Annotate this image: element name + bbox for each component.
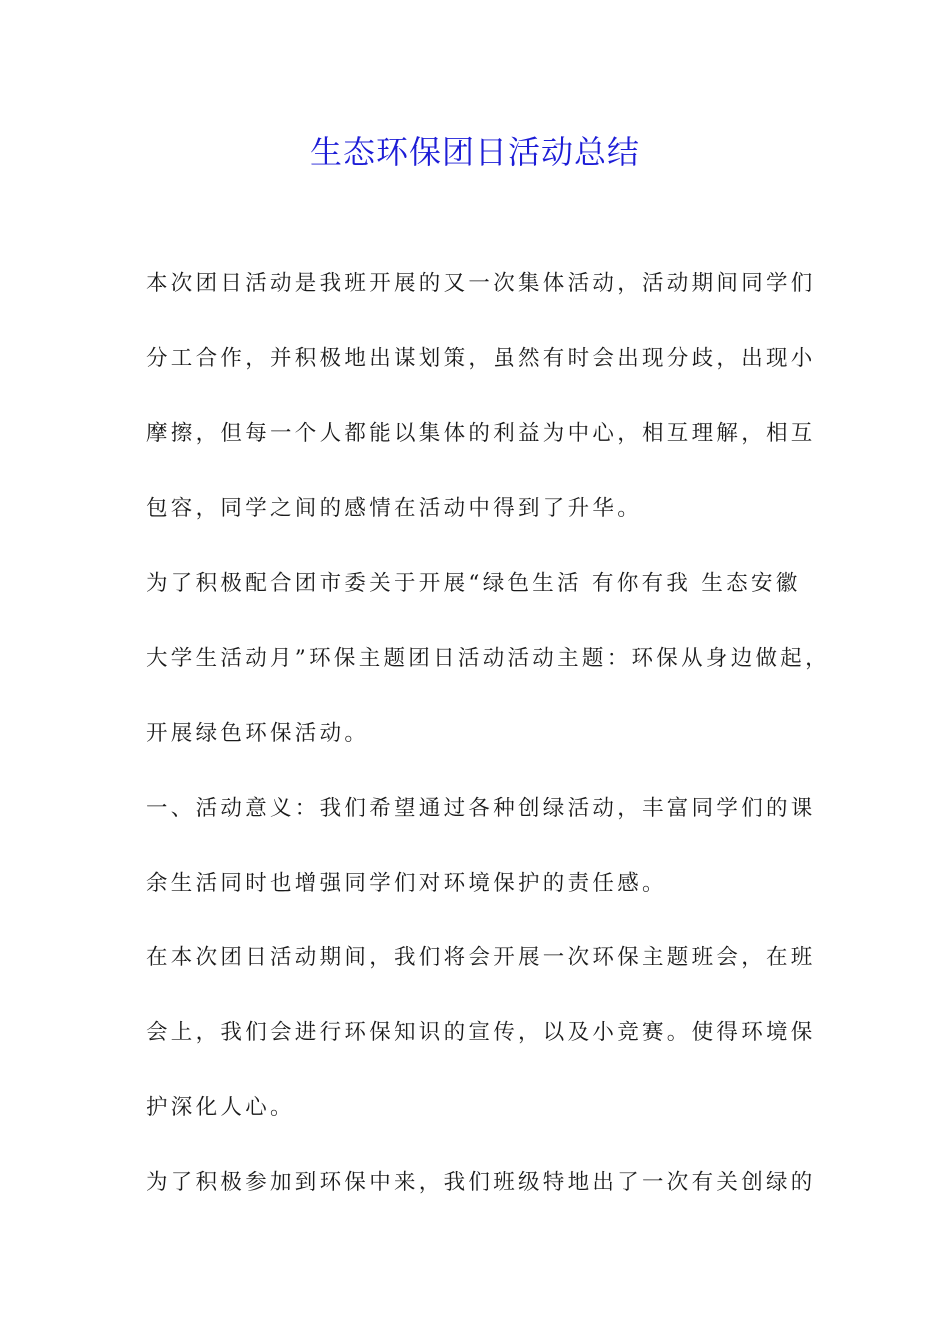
body-line: 在本次团日活动期间，我们将会开展一次环保主题班会，在班	[146, 945, 816, 970]
body-line: 会上，我们会进行环保知识的宣传，以及小竞赛。使得环境保	[146, 1020, 816, 1045]
body-line: 包容，同学之间的感情在活动中得到了升华。	[146, 496, 643, 521]
body-line: 为了积极配合团市委关于开展“绿色生活 有你有我 生态安徽	[146, 571, 801, 596]
body-line: 余生活同时也增强同学们对环境保护的责任感。	[146, 871, 667, 896]
body-line: 摩擦，但每一个人都能以集体的利益为中心，相互理解，相互	[146, 421, 816, 446]
body-line: 为了积极参加到环保中来，我们班级特地出了一次有关创绿的	[146, 1170, 816, 1195]
body-line: 大学生活动月”环保主题团日活动活动主题：环保从身边做起，	[146, 646, 830, 671]
body-line: 本次团日活动是我班开展的又一次集体活动，活动期间同学们	[146, 271, 816, 296]
body-line: 护深化人心。	[146, 1095, 295, 1120]
document-title: 生态环保团日活动总结	[309, 133, 640, 171]
body-line: 一、活动意义：我们希望通过各种创绿活动，丰富同学们的课	[146, 796, 816, 821]
body-line: 开展绿色环保活动。	[146, 721, 370, 746]
body-line: 分工合作，并积极地出谋划策，虽然有时会出现分歧，出现小	[146, 346, 816, 371]
